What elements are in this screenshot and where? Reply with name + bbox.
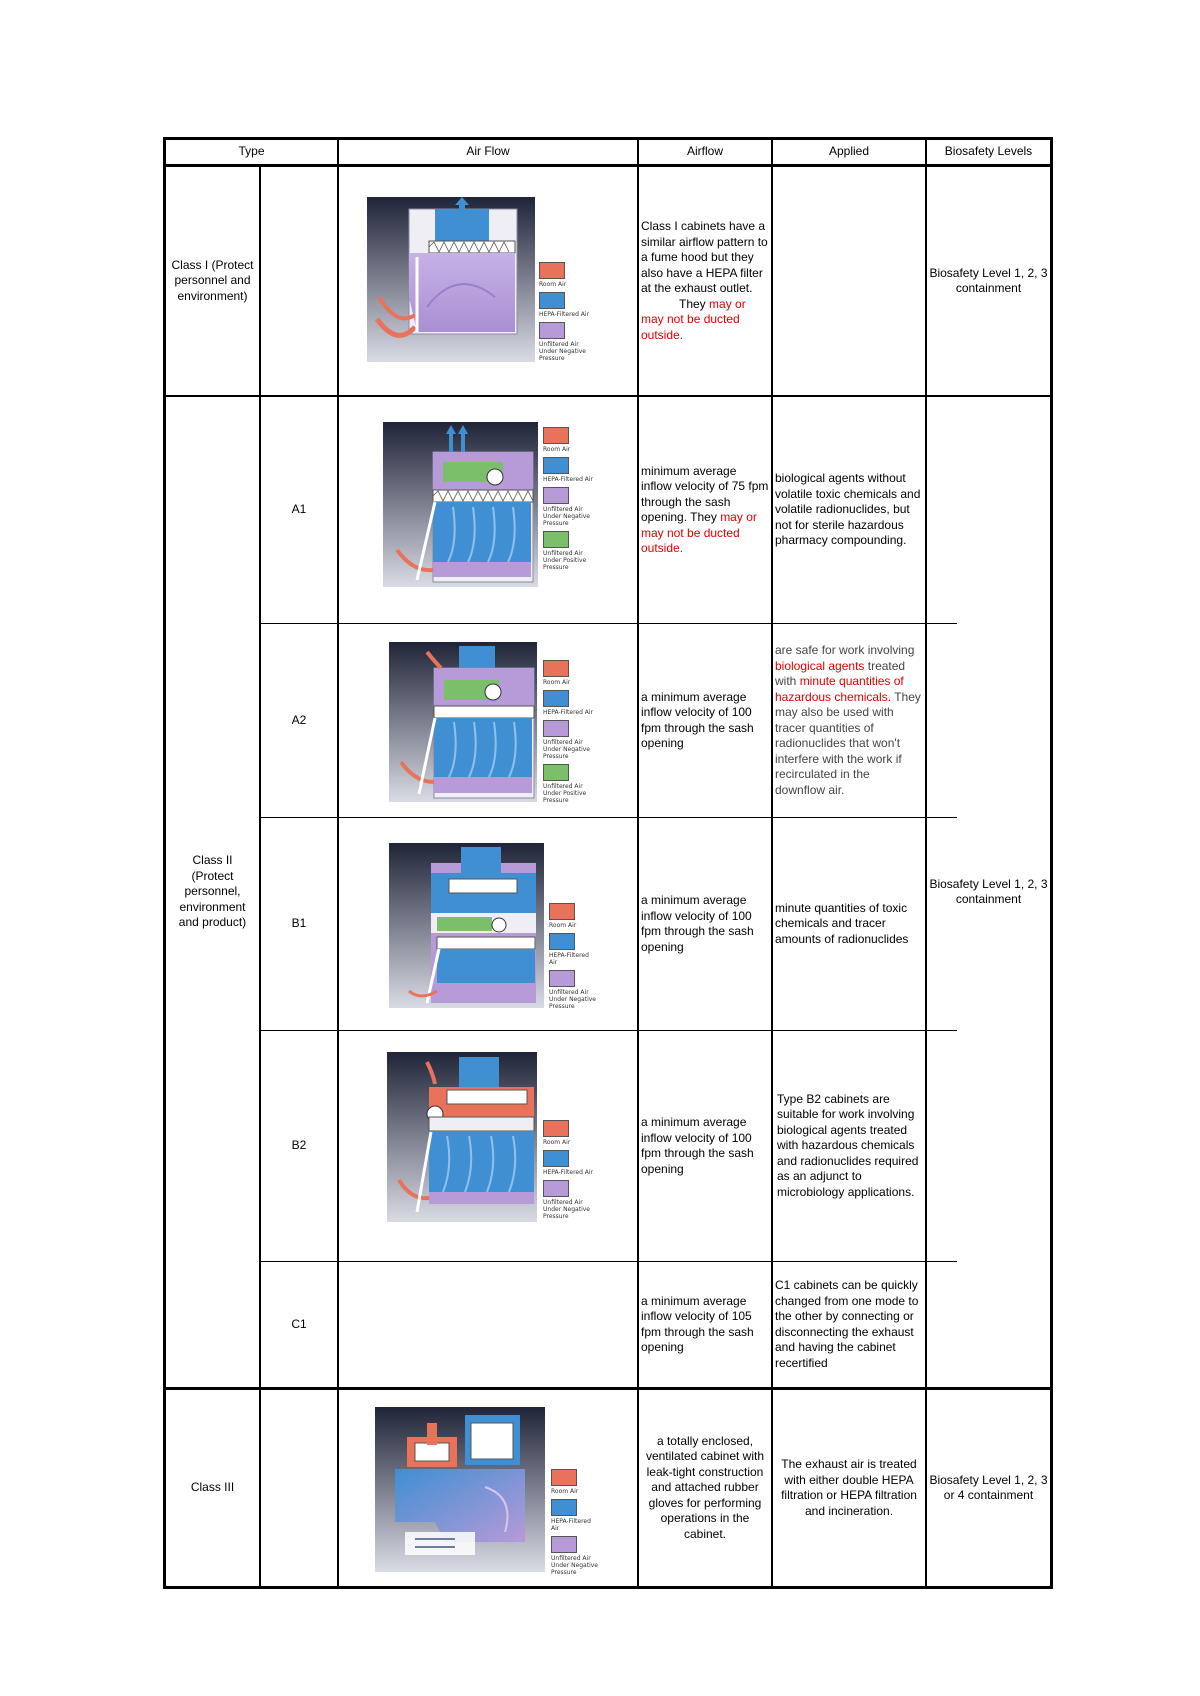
legend-label: Room Air <box>551 1488 579 1495</box>
legend-label: Unfiltered Air Under Positive Pressure <box>543 783 587 804</box>
legend-label: Room Air <box>543 679 571 686</box>
class2-biosafety-levels: Biosafety Level 1, 2, 3 containment <box>929 876 1048 906</box>
legend-label: Unfiltered Air Under Negative Pressure <box>539 341 586 362</box>
legend-label: Unfiltered Air Under Positive Pressure <box>543 550 587 571</box>
class2-a1-applied: biological agents without volatile toxic chemicals and volatile radionuclides, but not for sterile hazardous pharmacy compounding. <box>775 471 921 548</box>
class2-a1-airflow: minimum average inflow velocity of 75 fpm through the sash opening. They may or may not be ducted outside. <box>641 463 769 555</box>
negative-air-swatch <box>539 322 565 339</box>
legend-label: Unfiltered Air Under Negative Pressure <box>543 506 590 527</box>
class2-b2-applied: Type B2 cabinets are suitable for work involving biological agents treated with hazardous chemicals and radionuclides required as an adjunct to microbiology applications. <box>777 1091 919 1199</box>
header-airflow: Airflow <box>686 144 723 159</box>
class2-b1-airflow: a minimum average inflow velocity of 100 fpm through the sash opening <box>641 893 754 954</box>
class2-b2-subtype: B2 <box>291 1138 307 1153</box>
room-air-swatch <box>543 660 569 677</box>
class2-b2-airflow: a minimum average inflow velocity of 100 fpm through the sash opening <box>641 1115 754 1176</box>
a2-legend <box>543 660 593 808</box>
header-air-flow: Air Flow <box>466 144 510 159</box>
legend-label: Unfiltered Air Under Negative Pressure <box>551 1555 598 1576</box>
class2-a2-airflow-diagram <box>389 642 599 802</box>
legend-label: Room Air <box>549 922 577 929</box>
class1-biosafety-levels: Biosafety Level 1, 2, 3 containment <box>929 265 1048 295</box>
class1-type: Class I (Protect personnel and environment) <box>171 257 254 303</box>
positive-air-swatch <box>543 531 569 548</box>
legend-label: Unfiltered Air Under Negative Pressure <box>543 739 590 760</box>
negative-air-swatch <box>543 720 569 737</box>
class2-c1-airflow: a minimum average inflow velocity of 105 fpm through the sash opening <box>641 1293 754 1354</box>
legend-label: Room Air <box>543 446 571 453</box>
class3-airflow: a totally enclosed, ventilated cabinet with leak-tight construction and attached rubber gloves for performing operations in the cabinet. <box>645 1433 765 1541</box>
cabinet-table <box>163 137 1053 1589</box>
class2-b1-airflow-diagram <box>389 843 599 1013</box>
positive-air-swatch <box>543 764 569 781</box>
legend-label: HEPA-Filtered Air <box>543 709 594 716</box>
class3-type: Class III <box>190 1480 235 1495</box>
class2-type: Class II (Protect personnel, environment and product) <box>178 853 247 930</box>
header-type: Type <box>238 144 265 159</box>
b2-legend <box>543 1120 593 1224</box>
legend-label: HEPA-Filtered Air <box>543 476 594 483</box>
header-applied: Applied <box>828 144 870 159</box>
room-air-swatch <box>543 427 569 444</box>
class2-a2-airflow: a minimum average inflow velocity of 100 fpm through the sash opening <box>641 689 754 750</box>
hepa-air-swatch <box>551 1499 577 1516</box>
room-air-swatch <box>549 903 575 920</box>
hepa-air-swatch <box>543 457 569 474</box>
class3-airflow-diagram <box>375 1407 600 1577</box>
legend-label: HEPA-Filtered Air <box>543 1169 594 1176</box>
hepa-air-swatch <box>549 933 575 950</box>
class3-legend <box>551 1469 601 1580</box>
room-air-swatch <box>543 1120 569 1137</box>
class1-airflow: Class I cabinets have a similar airflow pattern to a fume hood but they also have a HEPA filter at the exhaust outlet. They may or may not be ducted outside. <box>641 219 768 342</box>
class3-biosafety-levels: Biosafety Level 1, 2, 3 or 4 containment <box>929 1472 1048 1502</box>
a1-legend <box>543 427 593 575</box>
class2-b1-subtype: B1 <box>291 916 307 931</box>
negative-air-swatch <box>551 1536 577 1553</box>
class2-a1-airflow-diagram <box>383 422 598 592</box>
legend-label: HEPA-Filtered Air <box>551 1518 591 1532</box>
class2-a2-applied: are safe for work involving biological agents treated with minute quantities of hazardous chemicals. They may also be used with tracer quantities of radionuclides that won't interfere with the work if recirculated in the downflow air. <box>775 643 921 797</box>
legend-label: Unfiltered Air Under Negative Pressure <box>543 1199 590 1220</box>
b1-legend <box>549 903 599 1014</box>
class1-legend <box>539 262 589 366</box>
hepa-air-swatch <box>539 292 565 309</box>
negative-air-swatch <box>549 970 575 987</box>
hepa-air-swatch <box>543 1150 569 1167</box>
class2-a2-subtype: A2 <box>291 712 307 727</box>
legend-label: Room Air <box>543 1139 571 1146</box>
legend-label: HEPA-Filtered Air <box>549 952 589 966</box>
class2-c1-subtype: C1 <box>291 1316 307 1331</box>
legend-label: Unfiltered Air Under Negative Pressure <box>549 989 596 1010</box>
negative-air-swatch <box>543 1180 569 1197</box>
class2-c1-applied: C1 cabinets can be quickly changed from one mode to the other by connecting or disconnecting the exhaust and having the cabinet recertified <box>775 1278 919 1370</box>
legend-label: Room Air <box>539 281 567 288</box>
room-air-swatch <box>551 1469 577 1486</box>
class1-airflow-diagram <box>367 197 597 362</box>
header-biosafety-levels: Biosafety Levels <box>944 144 1033 159</box>
room-air-swatch <box>539 262 565 279</box>
hepa-air-swatch <box>543 690 569 707</box>
class2-b1-applied: minute quantities of toxic chemicals and tracer amounts of radionuclides <box>775 900 909 946</box>
class2-a1-subtype: A1 <box>291 502 307 517</box>
class3-applied: The exhaust air is treated with either double HEPA filtration or HEPA filtration and incineration. <box>781 1457 917 1518</box>
legend-label: HEPA-Filtered Air <box>539 311 590 318</box>
negative-air-swatch <box>543 487 569 504</box>
class2-b2-airflow-diagram <box>387 1052 599 1227</box>
